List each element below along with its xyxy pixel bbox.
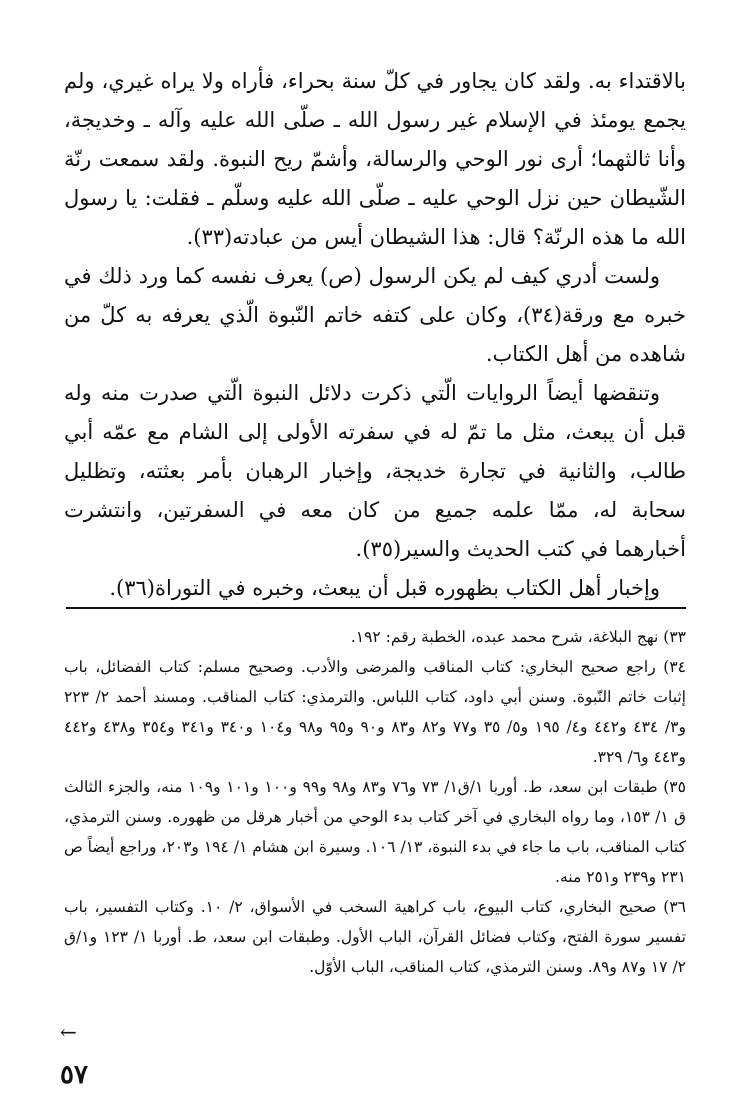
paragraph-1: بالاقتداء به. ولقد كان يجاور في كلّ سنة بحراء، فأراه ولا يراه غيري، ولم يجمع يومئذ في الإسلام غير رسول الله ـ صلّى الله عليه وآله ـ وخديجة، وأنا ثالثهما؛ أرى نور الوحي والرسالة، وأشمّ ريح النبوة. ولقد سمعت رنّة الشّيطان حين نزل الوحي عليه ـ صلّى الله عليه وسلّم ـ فقلت: يا رسول الله ما هذه الرنّة؟ قال: هذا الشيطان أيس من عبادته(٣٣). <box>64 69 686 249</box>
footnote-33: ٣٣) نهج البلاغة، شرح محمد عبده، الخطبة رقم: ١٩٢. <box>350 628 686 646</box>
footnote-36: ٣٦) صحيح البخاري، كتاب البيوع، باب كراهية السخب في الأسواق، ٢/ ١٠. وكتاب التفسير، باب تفسير سورة الفتح، وكتاب فضائل القرآن، الباب الأول. وطبقات ابن سعد، ط. أوربا ١/ ١٢٣ و١/ق ٢/ ١٧ و٨٧ و٨٩. وسنن الترمذي، كتاب المناقب، الباب الأوّل. <box>64 898 686 976</box>
paragraph-4: وإخبار أهل الكتاب بظهوره قبل أن يبعث، وخبره في التوراة(٣٦). <box>109 576 660 600</box>
footnote-divider <box>66 607 686 609</box>
main-text <box>64 62 686 608</box>
footnote-34: ٣٤) راجع صحيح البخاري: كتاب المناقب والمرضى والأدب. وصحيح مسلم: كتاب الفضائل، باب إثبات خاتم النّبوة. وسنن أبي داود، كتاب اللباس. والترمذي: كتاب المناقب. ومسند أحمد ٢/ ٢٢٣ و٣/ ٤٣٤ و٤٤٢ و٤/ ١٩٥ و٥/ ٣٥ و٧٧ و٨٢ و٨٣ و٩٠ و٩٥ و٩٨ و١٠٤ و٣٤٠ و٣٤١ و٣٥٤ و٤٣٨ و٤٤٢ و٤٤٣ و٦/ ٣٢٩. <box>64 658 686 766</box>
continuation-arrow-icon: ← <box>60 1020 77 1044</box>
page-number: ٥٧ <box>60 1060 88 1090</box>
footnote-35: ٣٥) طبقات ابن سعد، ط. أوربا ١/ق١/ ٧٣ و٧٦ و٨٣ و٩٨ و٩٩ و١٠٠ و١٠١ و١٠٩ منه، والجزء الثالث ق ١/ ١٥٣، وما رواه البخاري في آخر كتاب بدء الوحي من أخبار هرقل من ظهوره. وسنن الترمذي، كتاب المناقب، باب ما جاء في بدء النبوة، ١٣/ ١٠٦. وسيرة ابن هشام ١/ ١٩٤ و٢٠٣، وراجع أيضاً ص ٢٣١ و٢٣٩ و٢٥١ منه. <box>64 778 687 886</box>
paragraph-2: ولست أدري كيف لم يكن الرسول (ص) يعرف نفسه كما ورد ذلك في خبره مع ورقة(٣٤)، وكان على كتفه خاتم النّبوة الّذي يعرفه به كلّ من شاهده من أهل الكتاب. <box>64 264 686 366</box>
paragraph-3: وتنقضها أيضاً الروايات الّتي ذكرت دلائل النبوة الّتي صدرت منه وله قبل أن يبعث، مثل ما تمّ له في سفرته الأولى إلى الشام مع عمّه أبي طالب، والثانية في تجارة خديجة، وإخبار الرهبان بأمر بعثته، وتظليل سحابة له، ممّا علمه جميع من كان معه في السفرتين، وانتشرت أخبارهما في كتب الحديث والسير(٣٥). <box>64 381 686 561</box>
footnotes <box>64 622 686 982</box>
